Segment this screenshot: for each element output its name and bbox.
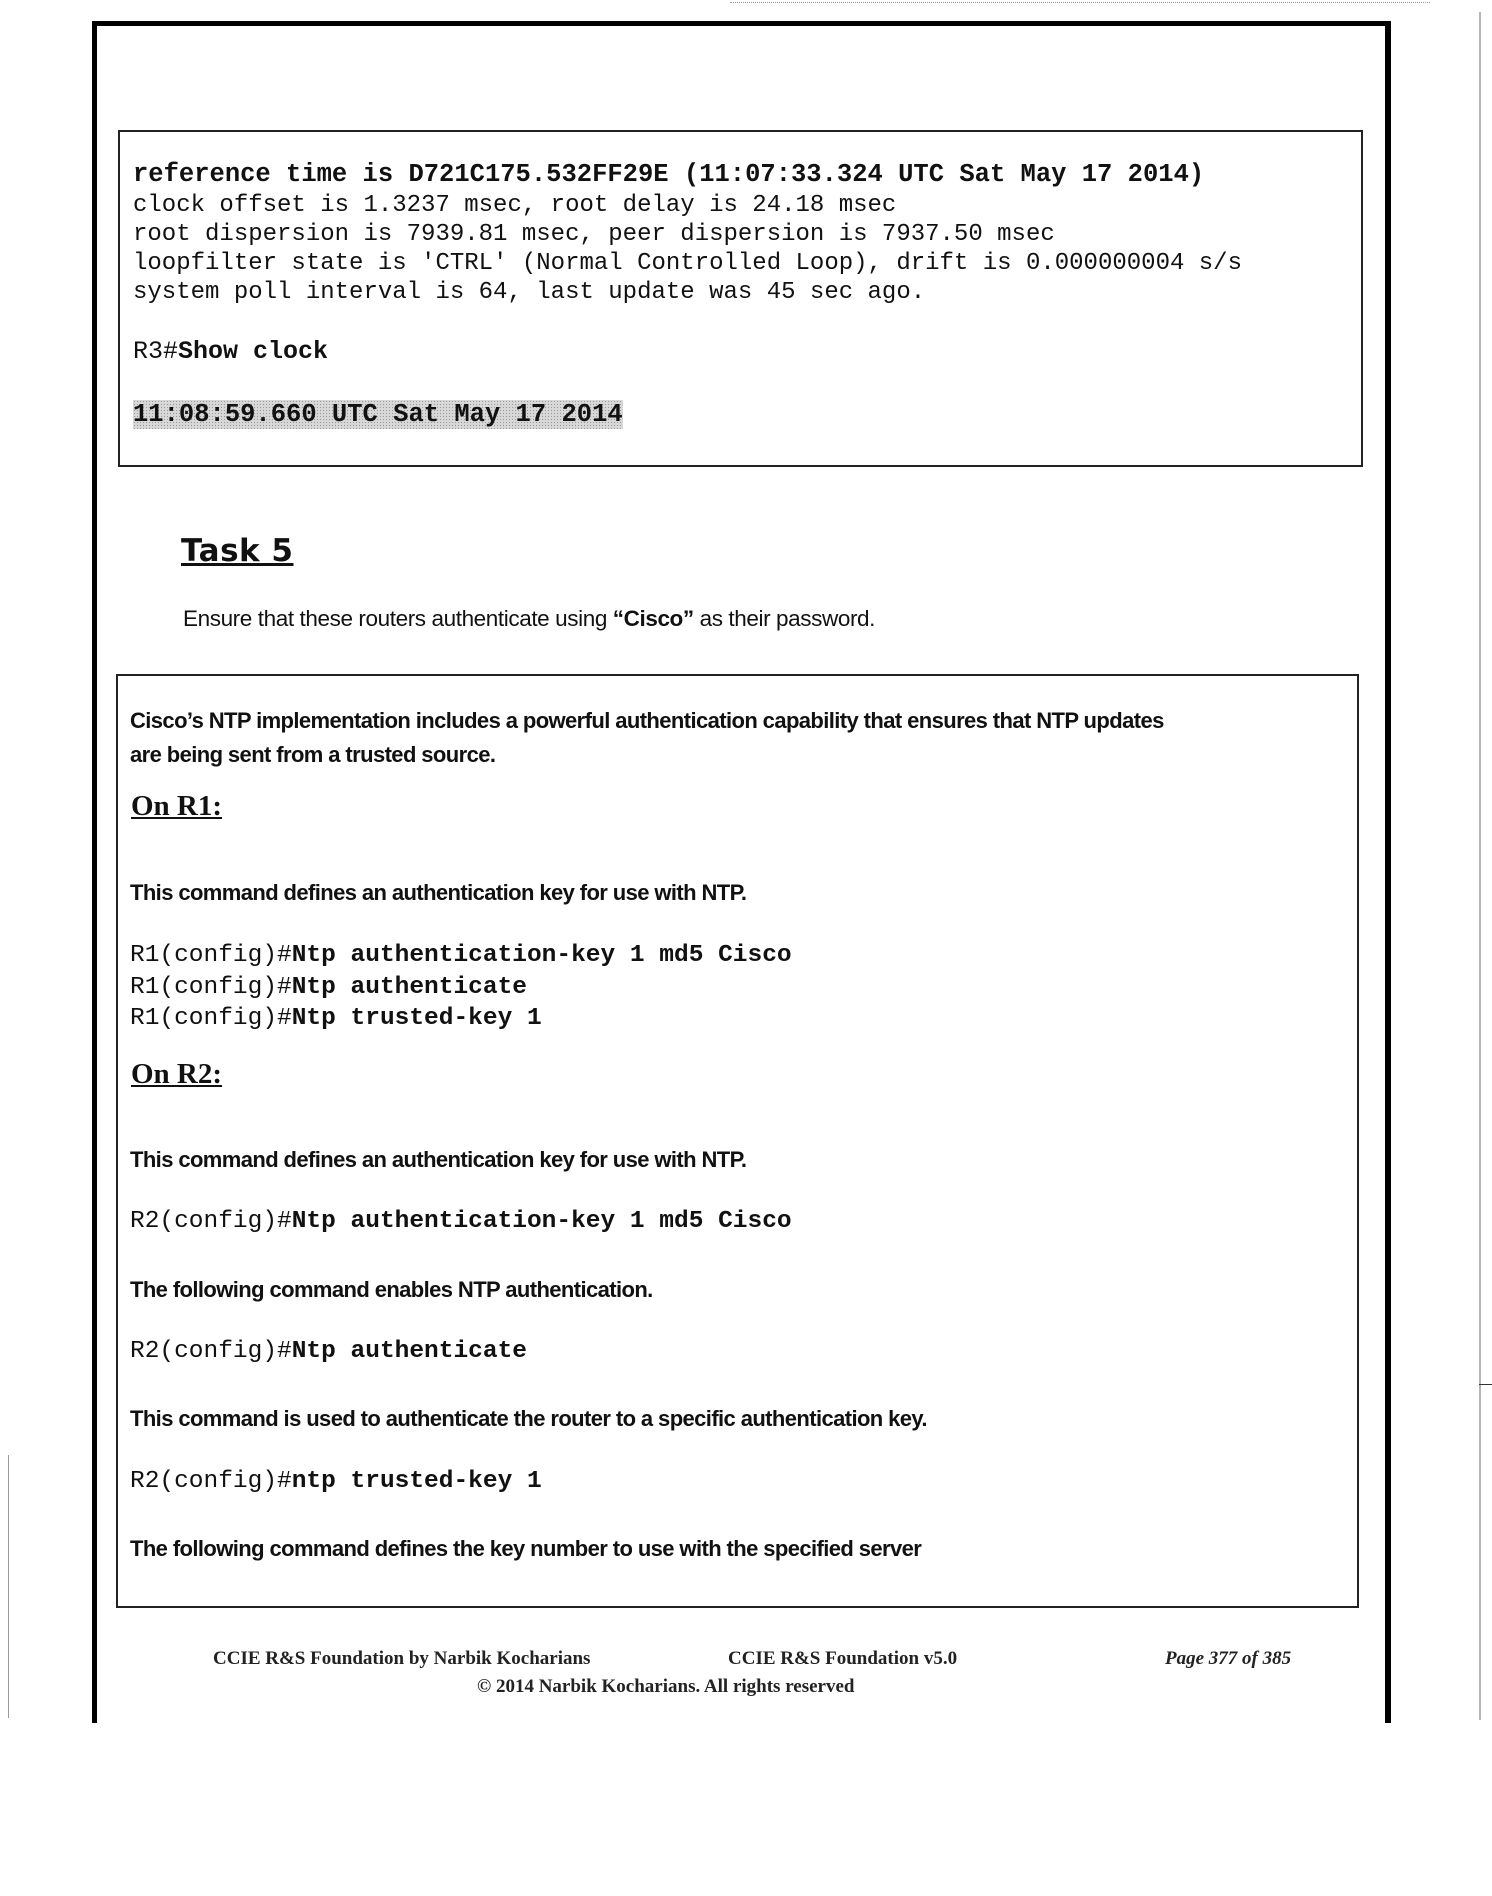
command: Ntp authenticate bbox=[291, 974, 527, 1001]
prompt: R2(config)# bbox=[130, 1468, 292, 1495]
output-line: clock offset is 1.3237 msec, root delay is 24.18 msec bbox=[133, 192, 897, 219]
scan-artifact-top bbox=[730, 2, 1430, 5]
command: Ntp trusted-key 1 bbox=[291, 1005, 542, 1032]
r2-command bbox=[130, 1338, 527, 1365]
scan-edge-right bbox=[1479, 12, 1481, 1720]
output-line: system poll interval is 64, last update was 45 sec ago. bbox=[133, 279, 926, 306]
r1-command bbox=[130, 974, 527, 1001]
task-text: Ensure that these routers authenticate using bbox=[183, 606, 613, 631]
r1-command bbox=[130, 1005, 542, 1032]
prompt: R3# bbox=[133, 337, 179, 366]
reference-time-line: reference time is D721C175.532FF29E (11:07:33.324 UTC Sat May 17 2014) bbox=[133, 160, 1205, 189]
command: ntp trusted-key 1 bbox=[291, 1468, 542, 1495]
clock-output-highlight: 11:08:59.660 UTC Sat May 17 2014 bbox=[133, 400, 623, 429]
intro-text: are being sent from a trusted source. bbox=[130, 742, 496, 767]
prompt: R1(config)# bbox=[130, 974, 292, 1001]
output-line: loopfilter state is 'CTRL' (Normal Controlled Loop), drift is 0.000000004 s/s bbox=[133, 250, 1242, 277]
task-password: “Cisco” bbox=[612, 606, 694, 631]
footer-version: CCIE R&S Foundation v5.0 bbox=[728, 1648, 958, 1669]
r1-note: This command defines an authentication key for use with NTP. bbox=[130, 880, 747, 905]
command: Ntp authentication-key 1 md5 Cisco bbox=[291, 942, 792, 969]
command: Ntp authentication-key 1 md5 Cisco bbox=[291, 1208, 792, 1235]
scan-edge-left bbox=[8, 1455, 9, 1718]
r2-command bbox=[130, 1468, 542, 1495]
command: Show clock bbox=[178, 337, 329, 366]
output-line: root dispersion is 7939.81 msec, peer dispersion is 7937.50 msec bbox=[133, 221, 1055, 248]
task-description bbox=[183, 606, 875, 632]
show-clock-command bbox=[133, 337, 328, 366]
r2-note: The following command enables NTP authentication. bbox=[130, 1277, 653, 1302]
task-text: as their password. bbox=[693, 606, 875, 631]
section-heading-r1: On R1: bbox=[131, 790, 223, 822]
scan-edge-tick bbox=[1479, 1384, 1492, 1385]
footer-book: CCIE R&S Foundation by Narbik Kocharians bbox=[213, 1648, 591, 1669]
r2-note: This command is used to authenticate the router to a specific authentication key. bbox=[130, 1406, 927, 1431]
r2-note: The following command defines the key number to use with the specified server bbox=[130, 1536, 922, 1561]
footer-copyright: © 2014 Narbik Kocharians. All rights reserved bbox=[477, 1676, 855, 1697]
r2-note: This command defines an authentication key for use with NTP. bbox=[130, 1147, 747, 1172]
task-heading: Task 5 bbox=[181, 533, 294, 569]
footer-page-number: Page 377 of 385 bbox=[1165, 1648, 1292, 1669]
prompt: R1(config)# bbox=[130, 942, 292, 969]
prompt: R1(config)# bbox=[130, 1005, 292, 1032]
section-heading-r2: On R2: bbox=[131, 1058, 223, 1090]
r1-command bbox=[130, 942, 792, 969]
command: Ntp authenticate bbox=[291, 1338, 527, 1365]
prompt: R2(config)# bbox=[130, 1338, 292, 1365]
intro-text: Cisco’s NTP implementation includes a powerful authentication capability that ensures that NTP updates bbox=[130, 708, 1164, 733]
r2-command bbox=[130, 1208, 792, 1235]
prompt: R2(config)# bbox=[130, 1208, 292, 1235]
clock-output bbox=[133, 400, 623, 429]
